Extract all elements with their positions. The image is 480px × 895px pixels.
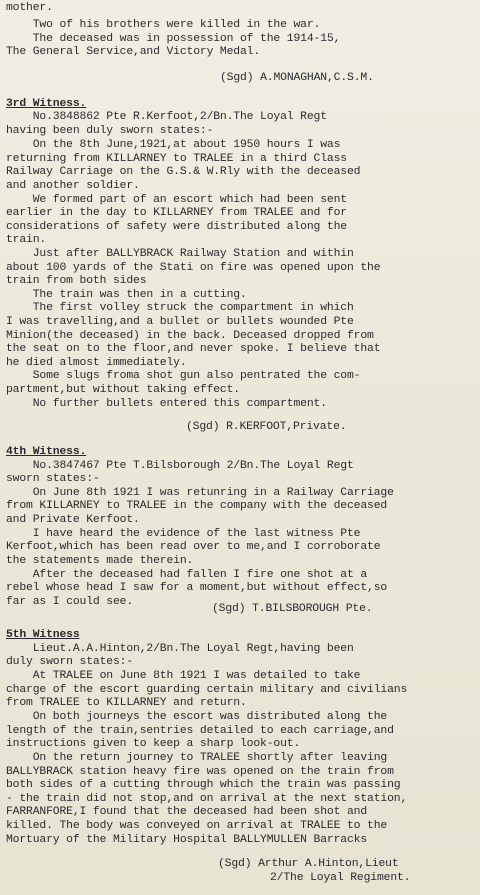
witness-5-line: FARRANFORE,I found that the deceased had been shot and bbox=[6, 806, 368, 818]
witness-3-line: The first volley struck the compartment in which bbox=[6, 302, 354, 314]
witness-3-heading: 3rd Witness. bbox=[6, 98, 87, 110]
intro-line: The deceased was in possession of the 1914-15, bbox=[6, 33, 341, 45]
witness-5-line: Mortuary of the Military Hospital BALLYMULLEN Barracks bbox=[6, 834, 368, 846]
witness-5-line: BALLYBRACK station heavy fire was opened on the train from bbox=[6, 766, 394, 778]
witness-3-line: I was travelling,and a bullet or bullets wounded Pte bbox=[6, 316, 354, 328]
witness-4-line: No.3847467 Pte T.Bilsborough 2/Bn.The Loyal Regt bbox=[6, 460, 354, 472]
witness-3-line: about 100 yards of the Stati on fire was opened upon the bbox=[6, 262, 381, 274]
witness-3-line: and another soldier. bbox=[6, 180, 140, 192]
witness-3-signature: (Sgd) R.KERFOOT,Private. bbox=[186, 421, 347, 433]
witness-3-line: considerations of safety were distributed along the bbox=[6, 221, 347, 233]
witness-4-line: rebel whose head I saw for a moment,but without effect,so bbox=[6, 582, 388, 594]
witness-5-line: killed. The body was conveyed on arrival at TRALEE to the bbox=[6, 820, 388, 832]
witness-5-signature-unit: 2/The Loyal Regiment. bbox=[270, 872, 411, 884]
witness-5-line: At TRALEE on June 8th 1921 I was detailed to take bbox=[6, 670, 361, 682]
witness-5-line: On both journeys the escort was distributed along the bbox=[6, 711, 388, 723]
witness-5-signature: (Sgd) Arthur A.Hinton,Lieut bbox=[218, 858, 399, 870]
witness-4-line: After the deceased had fallen I fire one shot at a bbox=[6, 569, 368, 581]
intro-line: Two of his brothers were killed in the war. bbox=[6, 19, 321, 31]
witness-5-line: - the train did not stop,and on arrival at the next station, bbox=[6, 793, 408, 805]
witness-4-line: the statements made therein. bbox=[6, 555, 194, 567]
witness-4-line: On June 8th 1921 I was retunring in a Railway Carriage bbox=[6, 487, 394, 499]
witness-5-line: from TRALEE to KILLARNEY and return. bbox=[6, 697, 247, 709]
witness-3-line: train. bbox=[6, 234, 47, 246]
witness-4-signature: (Sgd) T.BILSBOROUGH Pte. bbox=[212, 603, 373, 615]
witness-3-line: We formed part of an escort which had been sent bbox=[6, 194, 347, 206]
witness-3-line: train from both sides bbox=[6, 275, 147, 287]
witness-5-line: instructions given to keep a sharp look-out. bbox=[6, 738, 301, 750]
witness-4-line: Kerfoot,which has been read over to me,and I corroborate bbox=[6, 541, 381, 553]
witness-5-line: Lieut.A.A.Hinton,2/Bn.The Loyal Regt,having been bbox=[6, 643, 354, 655]
witness-3-line: Minion(the deceased) in the back. Deceased dropped from bbox=[6, 330, 374, 342]
witness-5-line: charge of the escort guarding certain military and civilians bbox=[6, 684, 408, 696]
witness-3-line: Some slugs froma shot gun also pentrated the com- bbox=[6, 370, 361, 382]
witness-3-line: On the 8th June,1921,at about 1950 hours I was bbox=[6, 139, 341, 151]
witness-4-line: and Private Kerfoot. bbox=[6, 514, 140, 526]
intro-line: The General Service,and Victory Medal. bbox=[6, 46, 261, 58]
witness-3-line: returning from KILLARNEY to TRALEE in a third Class bbox=[6, 153, 347, 165]
witness-3-line: having been duly sworn states:- bbox=[6, 125, 214, 137]
witness-4-line: far as I could see. bbox=[6, 596, 134, 608]
witness-3-line: Railway Carriage on the G.S.& W.Rly with the deceased bbox=[6, 166, 361, 178]
witness-5-line: both sides of a cutting through which the train was passing bbox=[6, 779, 401, 791]
witness-5-line: On the return journey to TRALEE shortly after leaving bbox=[6, 752, 388, 764]
witness-3-line: partment,but without taking effect. bbox=[6, 384, 240, 396]
witness-4-line: I have heard the evidence of the last witness Pte bbox=[6, 528, 361, 540]
witness-3-line: Just after BALLYBRACK Railway Station and within bbox=[6, 248, 354, 260]
witness-3-line: No further bullets entered this compartment. bbox=[6, 398, 327, 410]
intro-signature: (Sgd) A.MONAGHAN,C.S.M. bbox=[220, 72, 374, 84]
witness-3-line: No.3848862 Pte R.Kerfoot,2/Bn.The Loyal Regt bbox=[6, 111, 327, 123]
witness-3-line: the seat on to the floor,and never spoke. I believe that bbox=[6, 343, 381, 355]
witness-5-line: duly sworn states:- bbox=[6, 656, 134, 668]
intro-line: mother. bbox=[6, 2, 53, 14]
witness-3-line: The train was then in a cutting. bbox=[6, 289, 247, 301]
witness-3-line: he died almost immediately. bbox=[6, 357, 187, 369]
witness-3-line: earlier in the day to KILLARNEY from TRALEE and for bbox=[6, 207, 347, 219]
witness-4-line: from KILLARNEY to TRALEE in the company with the deceased bbox=[6, 500, 388, 512]
witness-5-line: length of the train,sentries detailed to each carriage,and bbox=[6, 725, 394, 737]
witness-4-line: sworn states:- bbox=[6, 473, 100, 485]
witness-5-heading: 5th Witness bbox=[6, 629, 80, 641]
witness-4-heading: 4th Witness. bbox=[6, 446, 87, 458]
